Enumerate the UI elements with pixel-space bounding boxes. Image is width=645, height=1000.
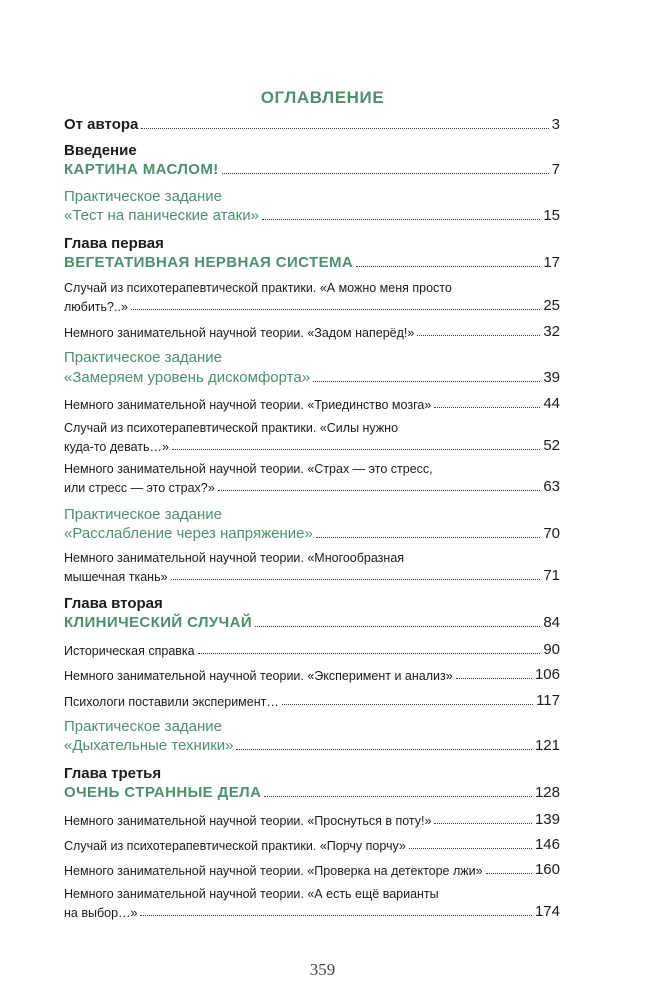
entry-label: Немного занимательной научной теории. «Проверка на детекторе лжи» <box>64 864 483 878</box>
leader-dots <box>316 537 541 538</box>
leader-dots <box>198 653 541 654</box>
entry-page: 15 <box>543 207 560 224</box>
task-heading: Практическое задание <box>64 349 223 366</box>
entry-page: 39 <box>543 369 560 386</box>
leader-dots <box>140 915 532 916</box>
entry-label: Случай из психотерапевтической практики. «Порчу порчу» <box>64 839 406 853</box>
leader-dots <box>409 848 532 849</box>
chapter2-heading: Глава вторая <box>64 595 163 612</box>
entry-page: 121 <box>534 737 560 754</box>
entry-page: 84 <box>543 614 560 631</box>
entry-page: 25 <box>543 297 560 314</box>
leader-dots <box>434 823 532 824</box>
entry-label: любить?..» <box>64 300 128 314</box>
toc-entry-author[interactable] <box>64 116 560 133</box>
toc-entry[interactable] <box>64 666 560 683</box>
leader-dots <box>255 626 540 627</box>
leader-dots <box>356 266 540 267</box>
entry-label: Психологи поставили эксперимент… <box>64 695 279 709</box>
toc-entry-task1[interactable] <box>64 207 560 224</box>
toc-entry[interactable] <box>64 478 560 495</box>
entry-label: Историческая справка <box>64 644 195 658</box>
entry-label: куда-то девать…» <box>64 440 169 454</box>
leader-dots <box>313 381 540 382</box>
task-heading: Практическое задание <box>64 188 223 205</box>
toc-entry[interactable] <box>64 437 560 454</box>
toc-entry[interactable] <box>64 692 560 709</box>
entry-line: Случай из психотерапевтической практики. «Силы нужно <box>64 421 399 435</box>
toc-title: ОГЛАВЛЕНИЕ <box>260 88 385 107</box>
leader-dots <box>262 219 540 220</box>
entry-page: 44 <box>543 395 560 412</box>
entry-page: 146 <box>534 836 560 853</box>
leader-dots <box>236 749 531 750</box>
leader-dots <box>131 309 540 310</box>
entry-page: 160 <box>534 861 560 878</box>
entry-line: Случай из психотерапевтической практики. «А можно меня просто <box>64 281 452 295</box>
toc-entry-task3[interactable] <box>64 525 560 542</box>
entry-label: «Расслабление через напряжение» <box>64 525 313 542</box>
entry-page: 106 <box>534 666 560 683</box>
entry-page: 90 <box>543 641 560 658</box>
entry-page: 17 <box>543 254 560 271</box>
entry-label: ОЧЕНЬ СТРАННЫЕ ДЕЛА <box>64 784 262 801</box>
toc-entry[interactable] <box>64 297 560 314</box>
entry-line: Немного занимательной научной теории. «Многообразная <box>64 551 405 565</box>
task-heading: Практическое задание <box>64 506 223 523</box>
toc-entry[interactable] <box>64 395 560 412</box>
task-heading: Практическое задание <box>64 718 223 735</box>
toc-entry-intro[interactable] <box>64 161 560 178</box>
entry-page: 32 <box>543 323 560 340</box>
entry-label: ВЕГЕТАТИВНАЯ НЕРВНАЯ СИСТЕМА <box>64 254 354 271</box>
toc-entry[interactable] <box>64 641 560 658</box>
entry-label: КЛИНИЧЕСКИЙ СЛУЧАЙ <box>64 614 253 631</box>
toc-entry-task4[interactable] <box>64 737 560 754</box>
leader-dots <box>264 796 532 797</box>
chapter3-heading: Глава третья <box>64 765 162 782</box>
leader-dots <box>172 449 540 450</box>
entry-label: От автора <box>64 116 139 133</box>
toc-entry-chapter3[interactable] <box>64 784 560 801</box>
toc-entry-chapter2[interactable] <box>64 614 560 631</box>
leader-dots <box>417 335 540 336</box>
entry-line: Немного занимательной научной теории. «А есть ещё варианты <box>64 887 439 901</box>
toc-entry[interactable] <box>64 567 560 584</box>
entry-page: 63 <box>543 478 560 495</box>
entry-page: 174 <box>534 903 560 920</box>
entry-label: Немного занимательной научной теории. «Задом наперёд!» <box>64 326 415 340</box>
entry-label: или стресс — это страх?» <box>64 481 215 495</box>
leader-dots <box>171 579 541 580</box>
leader-dots <box>434 407 540 408</box>
entry-label: «Замеряем уровень дискомфорта» <box>64 369 311 386</box>
leader-dots <box>141 128 548 129</box>
entry-page: 52 <box>543 437 560 454</box>
entry-label: «Тест на панические атаки» <box>64 207 259 224</box>
leader-dots <box>282 704 533 705</box>
toc-entry[interactable] <box>64 836 560 853</box>
page-number: 359 <box>309 960 336 979</box>
chapter1-heading: Глава первая <box>64 235 164 252</box>
intro-heading: Введение <box>64 142 137 159</box>
entry-label: мышечная ткань» <box>64 570 168 584</box>
entry-label: Немного занимательной научной теории. «Триединство мозга» <box>64 398 432 412</box>
entry-page: 7 <box>551 161 560 178</box>
entry-line: Немного занимательной научной теории. «Страх — это стресс, <box>64 462 433 476</box>
entry-label: КАРТИНА МАСЛОМ! <box>64 161 219 178</box>
entry-page: 139 <box>534 811 560 828</box>
toc-entry[interactable] <box>64 903 560 920</box>
entry-label: Немного занимательной научной теории. «Проснуться в поту!» <box>64 814 432 828</box>
entry-page: 128 <box>534 784 560 801</box>
entry-page: 117 <box>536 692 560 709</box>
toc-entry[interactable] <box>64 323 560 340</box>
leader-dots <box>218 490 541 491</box>
toc-entry[interactable] <box>64 811 560 828</box>
leader-dots <box>486 873 532 874</box>
toc-entry-task2[interactable] <box>64 369 560 386</box>
entry-page: 3 <box>551 116 560 133</box>
toc-entry-chapter1[interactable] <box>64 254 560 271</box>
toc-entry[interactable] <box>64 861 560 878</box>
entry-page: 70 <box>543 525 560 542</box>
entry-label: «Дыхательные техники» <box>64 737 234 754</box>
leader-dots <box>222 173 549 174</box>
entry-label: на выбор…» <box>64 906 138 920</box>
entry-page: 71 <box>543 567 560 584</box>
entry-label: Немного занимательной научной теории. «Эксперимент и анализ» <box>64 669 453 683</box>
leader-dots <box>456 678 532 679</box>
